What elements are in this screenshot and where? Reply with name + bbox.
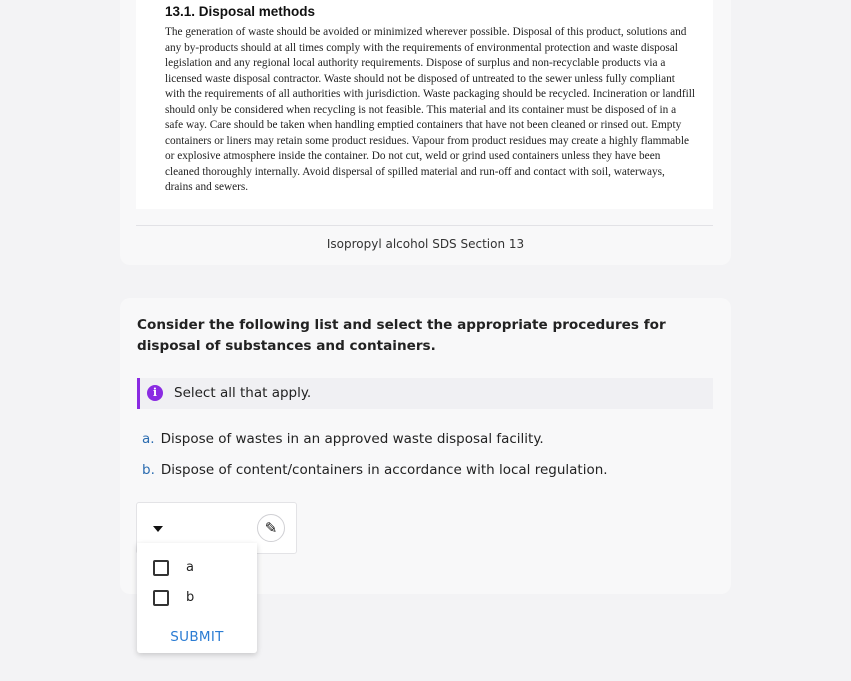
pencil-icon: ✎	[264, 519, 278, 537]
checkbox-b[interactable]	[153, 590, 169, 606]
checkbox-a[interactable]	[153, 560, 169, 576]
answer-select[interactable]	[137, 503, 237, 544]
submit-button[interactable]: SUBMIT	[170, 629, 224, 645]
document-card	[120, 0, 731, 265]
option-text: Dispose of content/containers in accordance with local regulation.	[160, 462, 608, 478]
caret-down-icon	[153, 526, 163, 532]
sds-document-excerpt	[136, 0, 713, 209]
question-prompt: Consider the following list and select the appropriate procedures for disposal of substances and containers.	[137, 317, 666, 354]
instruction-callout	[137, 378, 713, 409]
edit-button[interactable]	[257, 514, 285, 542]
info-icon: i	[147, 385, 163, 401]
divider	[136, 225, 713, 226]
dropdown-item-label: a	[186, 560, 194, 575]
option-text: Dispose of wastes in an approved waste disposal facility.	[160, 431, 544, 447]
document-heading: 13.1. Disposal methods	[165, 4, 316, 19]
answer-dropdown-menu	[137, 543, 257, 653]
option-a	[142, 431, 544, 447]
instruction-text: Select all that apply.	[174, 385, 312, 401]
option-letter: b.	[142, 462, 155, 478]
option-letter: a.	[142, 431, 155, 447]
document-body: The generation of waste should be avoided or minimized wherever possible. Disposal of this product, solutions and any by-products should at all times comply with the requirements of environmental protection and waste disposal legislation and any regional local authority requirements. Dispose of surplus and non-recyclable products via a licensed waste disposal contractor. Waste should not be disposed of untreated to the sewer unless fully compliant with the requirements of all authorities with jurisdiction. Waste packaging should be recycled. Incineration or landfill should only be considered when recycling is not feasible. This material and its container must be disposed of in a safe way. Care should be taken when handling emptied containers that have not been cleaned or rinsed out. Empty containers or liners may retain some product residues. Vapour from product residues may create a highly flammable or explosive atmosphere inside the container. Do not cut, weld or grind used containers unless they have been cleaned thoroughly internally. Avoid dispersal of spilled material and run-off and contact with soil, waterways, drains and sewers.	[165, 26, 695, 193]
option-b	[142, 462, 608, 478]
document-caption: Isopropyl alcohol SDS Section 13	[326, 237, 525, 251]
dropdown-item-label: b	[186, 590, 195, 605]
